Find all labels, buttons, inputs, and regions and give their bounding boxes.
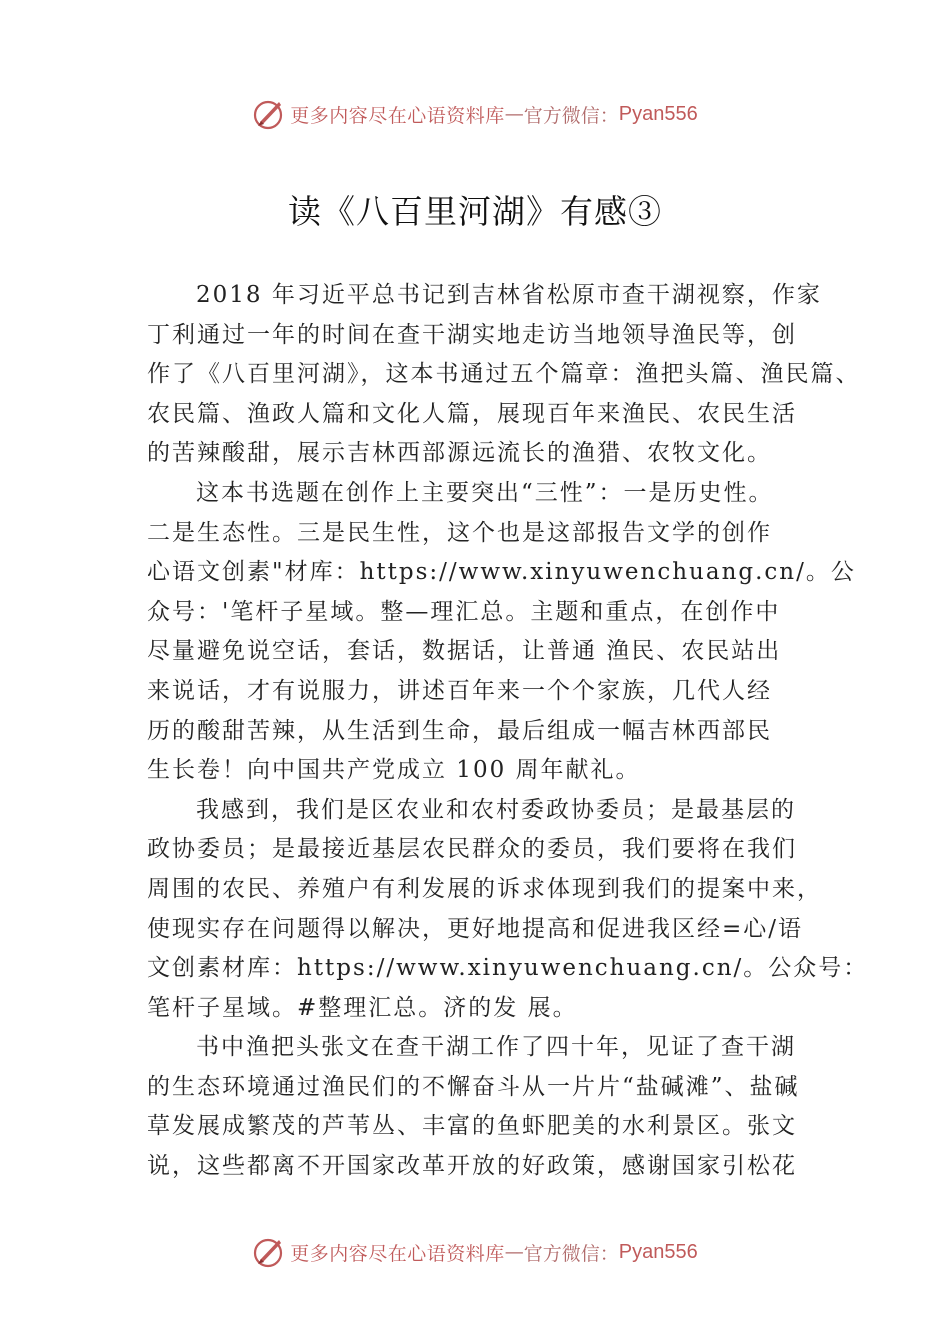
text-line: 二是生态性。三是民生性，这个也是这部报告文学的创作 xyxy=(147,519,772,546)
banner-dash: — xyxy=(504,103,524,125)
header-banner xyxy=(0,94,950,134)
text-line: 政协委员；是最接近基层农民群众的委员，我们要将在我们 xyxy=(147,836,797,863)
banner-dash: — xyxy=(504,1241,524,1263)
text-line: 丁利通过一年的时间在查干湖实地走访当地领导渔民等，创 xyxy=(147,321,797,348)
banner-main-text: 更多内容尽在心语资料库 xyxy=(290,1242,505,1265)
quill-pen-logo-icon xyxy=(252,97,286,131)
banner-wechat-label: 官方微信： xyxy=(523,1242,619,1265)
text-line: 历的酸甜苦辣，从生活到生命，最后组成一幅吉林西部民 xyxy=(147,717,772,744)
text-line: 的苦辣酸甜，展示吉林西部源远流长的渔猎、农牧文化。 xyxy=(147,440,772,467)
text-line: 周围的农民、养殖户有利发展的诉求体现到我们的提案中来， xyxy=(147,875,822,902)
text-line: 来说话，才有说服力，讲述百年来一个个家族，几代人经 xyxy=(147,677,772,704)
document-title: 读《八百里河湖》有感③ xyxy=(288,192,662,231)
banner-main-text: 更多内容尽在心语资料库 xyxy=(290,104,505,127)
banner-wechat-label: 官方微信： xyxy=(523,104,619,127)
text-line: 这本书选题在创作上主要突出“三性”：一是历史性。 xyxy=(196,479,774,506)
text-line: 作了《八百里河湖》，这本书通过五个篇章：渔把头篇、渔民篇、 xyxy=(147,361,861,388)
banner-wechat-id: Pyan556 xyxy=(618,102,698,125)
text-line: 文创素材库：https://www.xinyuwenchuang.cn/。公众号： xyxy=(147,955,869,982)
banner-wechat-id: Pyan556 xyxy=(618,1240,698,1263)
text-line: 使现实存在问题得以解决，更好地提高和促进我区经=心/语 xyxy=(147,915,804,942)
text-line: 农民篇、渔政人篇和文化人篇，展现百年来渔民、农民生活 xyxy=(147,400,797,427)
text-line: 的生态环境通过渔民们的不懈奋斗从一片片“盐碱滩”、盐碱 xyxy=(147,1073,800,1100)
text-line: 生长卷！向中国共产党成立 100 周年献礼。 xyxy=(147,757,641,784)
document-body xyxy=(147,276,869,1187)
text-line: 说，这些都离不开国家改革开放的好政策，感谢国家引松花 xyxy=(147,1153,797,1180)
text-line: 笔杆子星域。#整理汇总。济的发 展。 xyxy=(147,994,578,1021)
quill-pen-logo-icon xyxy=(252,1235,286,1269)
text-line: 2018 年习近平总书记到吉林省松原市查干湖视察，作家 xyxy=(196,282,822,308)
text-line: 我感到，我们是区农业和农村委政协委员；是最基层的 xyxy=(196,796,796,823)
text-line: 众号：'笔杆子星域。整—理汇总。主题和重点，在创作中 xyxy=(147,598,781,625)
text-line: 书中渔把头张文在查干湖工作了四十年，见证了查干湖 xyxy=(196,1034,796,1061)
text-line: 心语文创素"材库：https://www.xinyuwenchuang.cn/。公 xyxy=(147,559,856,586)
text-line: 尽量避免说空话，套话，数据话，让普通 渔民、农民站出 xyxy=(147,638,782,665)
text-line: 草发展成繁茂的芦苇丛、丰富的鱼虾肥美的水利景区。张文 xyxy=(147,1113,797,1140)
footer-banner xyxy=(0,1232,950,1272)
